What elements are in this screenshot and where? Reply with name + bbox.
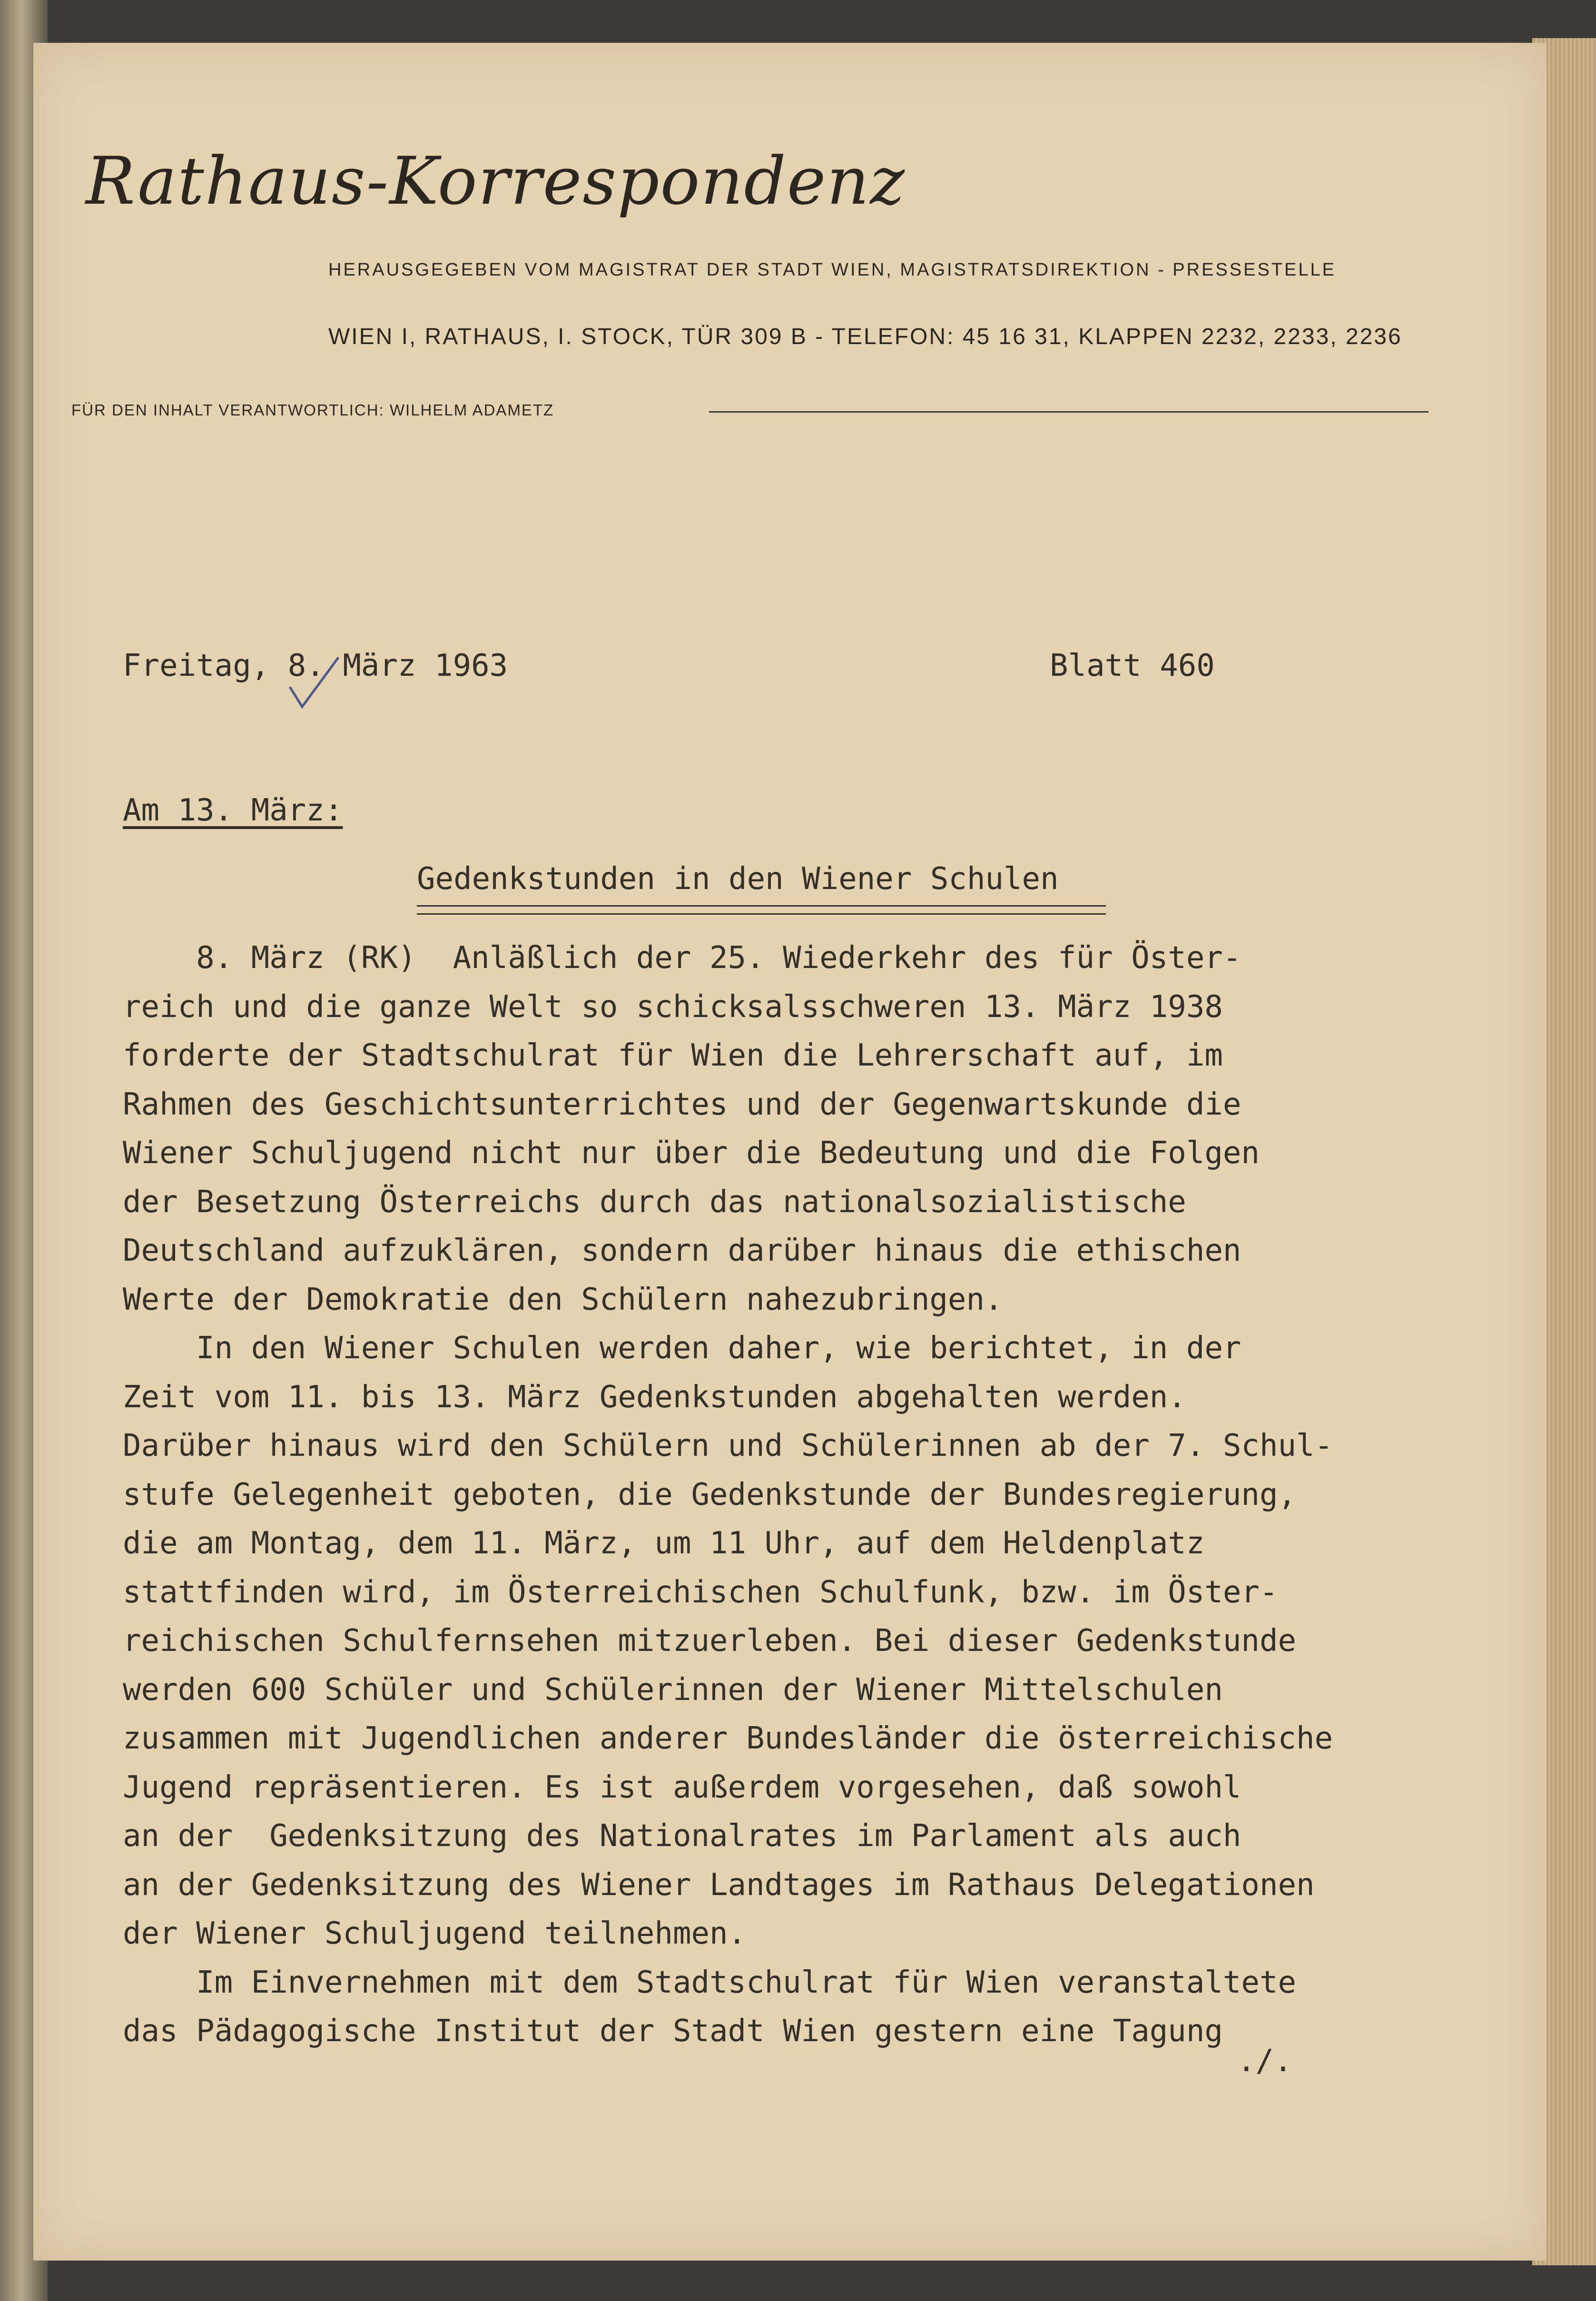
article-line: der Wiener Schuljugend teilnehmen.: [123, 1916, 747, 1951]
article-line: forderte der Stadtschulrat für Wien die Lehrerschaft auf, im: [123, 1038, 1223, 1073]
article-line: Im Einvernehmen mit dem Stadtschulrat für Wien veranstaltete: [123, 1965, 1296, 2000]
dateline: Freitag, 8. März 1963: [123, 648, 508, 683]
article-line: an der Gedenksitzung des Nationalrates im Parlament als auch: [123, 1818, 1241, 1854]
article-line: 8. März (RK) Anläßlich der 25. Wiederkehr des für Öster-: [123, 940, 1241, 976]
handwritten-check-mark: [286, 654, 343, 711]
article-line: Werte der Demokratie den Schülern nahezubringen.: [123, 1282, 1003, 1317]
article-line: stattfinden wird, im Österreichischen Schulfunk, bzw. im Öster-: [123, 1574, 1278, 1610]
article-line: Jugend repräsentieren. Es ist außerdem vorgesehen, daß sowohl: [123, 1769, 1241, 1805]
continuation-mark: ./.: [1237, 2044, 1292, 2079]
sheet-number: Blatt 460: [1050, 648, 1215, 683]
article-line: Deutschland aufzuklären, sondern darüber hinaus die ethischen: [123, 1233, 1241, 1268]
article-line: der Besetzung Österreichs durch das nationalsozialistische: [123, 1184, 1186, 1220]
article-line: stufe Gelegenheit geboten, die Gedenkstunde der Bundesregierung,: [123, 1477, 1296, 1512]
address-line: WIEN I, RATHAUS, I. STOCK, TÜR 309 B - TELEFON: 45 16 31, KLAPPEN 2232, 2233, 2236: [328, 324, 1402, 349]
article-line: Rahmen des Geschichtsunterrichtes und der Gegenwartskunde die: [123, 1086, 1241, 1122]
article-line: Darüber hinaus wird den Schülern und Schülerinnen ab der 7. Schul-: [123, 1428, 1333, 1463]
masthead-title: Rathaus-Korrespondenz: [86, 143, 906, 219]
article-line: zusammen mit Jugendlichen anderer Bundesländer die österreichische: [123, 1721, 1333, 1756]
article-line: Wiener Schuljugend nicht nur über die Bedeutung und die Folgen: [123, 1136, 1260, 1171]
article-line: reich und die ganze Welt so schicksalsschweren 13. März 1938: [123, 989, 1223, 1025]
article-line: Zeit vom 11. bis 13. März Gedenkstunden abgehalten werden.: [123, 1379, 1186, 1415]
article-line: werden 600 Schüler und Schülerinnen der Wiener Mittelschulen: [123, 1672, 1223, 1708]
headline-double-rule: [417, 905, 1106, 915]
article-headline: Gedenkstunden in den Wiener Schulen: [417, 861, 1059, 897]
article-kicker: Am 13. März:: [123, 793, 343, 828]
article-line: das Pädagogische Institut der Stadt Wien gestern eine Tagung: [123, 2014, 1223, 2049]
publisher-line: HERAUSGEGEBEN VOM MAGISTRAT DER STADT WIEN, MAGISTRATSDIREKTION - PRESSESTELLE: [328, 260, 1336, 280]
article-body: [123, 934, 1455, 2056]
article-line: die am Montag, dem 11. März, um 11 Uhr, auf dem Heldenplatz: [123, 1526, 1205, 1561]
responsible-line: FÜR DEN INHALT VERANTWORTLICH: WILHELM ADAMETZ: [71, 401, 554, 419]
article-line: In den Wiener Schulen werden daher, wie berichtet, in der: [123, 1331, 1241, 1366]
header-rule: [709, 411, 1429, 413]
article-line: reichischen Schulfernsehen mitzuerleben. Bei dieser Gedenkstunde: [123, 1623, 1296, 1659]
article-line: an der Gedenksitzung des Wiener Landtages im Rathaus Delegationen: [123, 1867, 1315, 1903]
